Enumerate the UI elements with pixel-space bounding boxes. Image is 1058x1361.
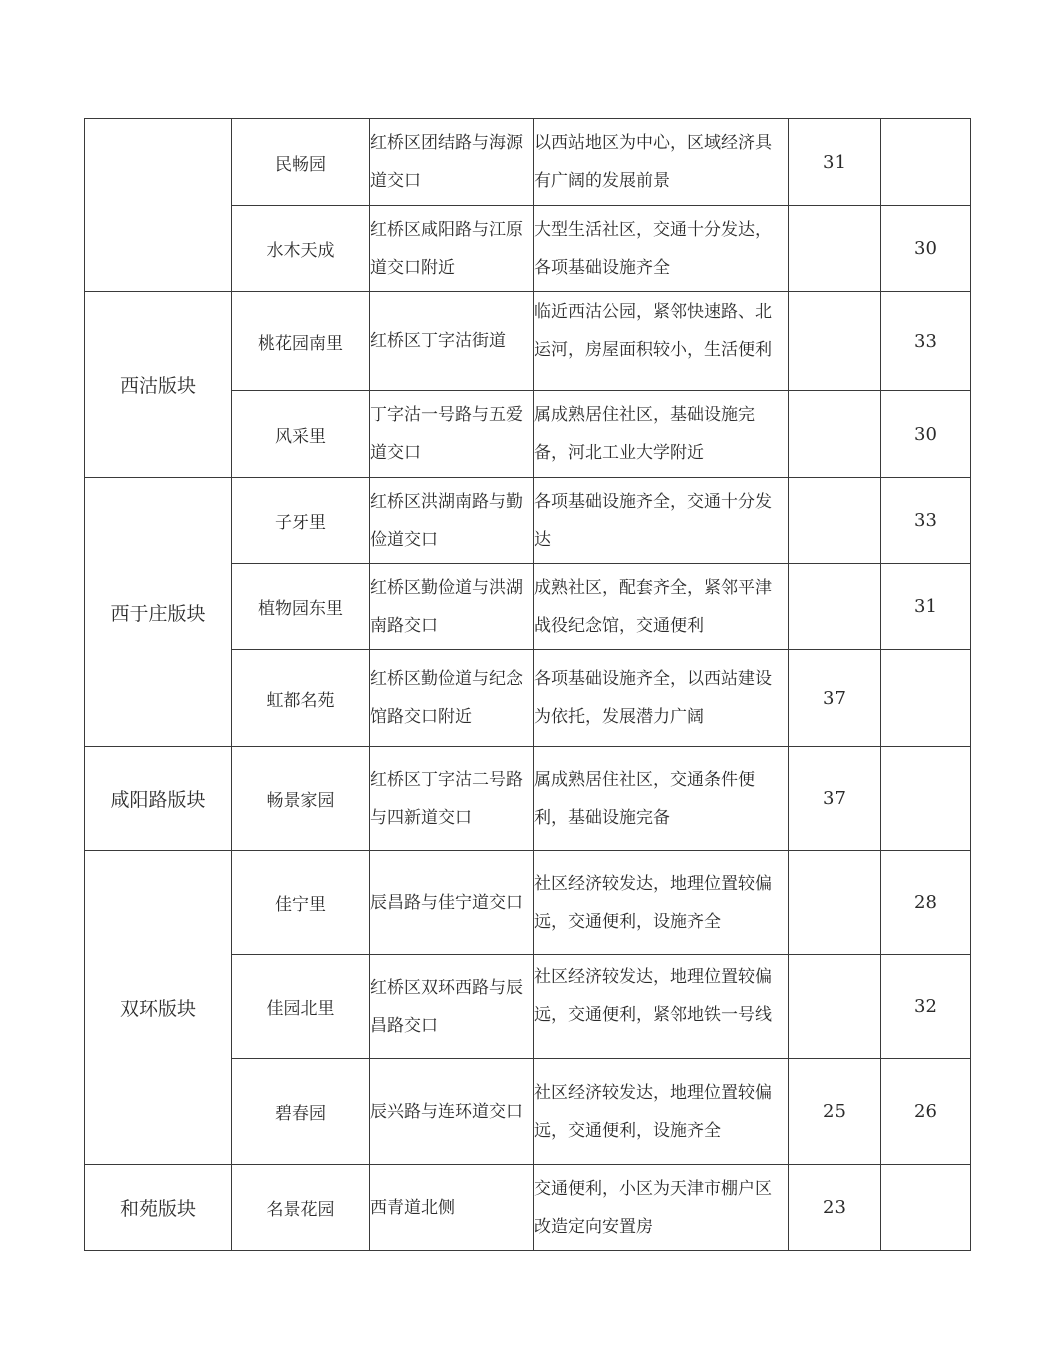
location-cell: 红桥区丁字沽街道 xyxy=(370,292,534,391)
community-name: 虹都名苑 xyxy=(232,650,370,747)
value-col5 xyxy=(789,292,881,391)
community-name: 植物园东里 xyxy=(232,564,370,650)
location-cell: 红桥区勤俭道与洪湖南路交口 xyxy=(370,564,534,650)
district-cell: 西沽版块 xyxy=(85,292,232,478)
description-cell: 社区经济较发达，地理位置较偏远，交通便利，设施齐全 xyxy=(534,1059,789,1165)
value-col6: 33 xyxy=(881,478,971,564)
description-cell xyxy=(534,292,789,391)
location-cell: 辰兴路与连环道交口 xyxy=(370,1059,534,1165)
location-cell: 西青道北侧 xyxy=(370,1165,534,1251)
location-cell: 红桥区丁字沽二号路与四新道交口 xyxy=(370,747,534,851)
table-row xyxy=(85,1165,971,1251)
description-cell: 社区经济较发达，地理位置较偏远，交通便利，设施齐全 xyxy=(534,851,789,955)
location-cell: 红桥区洪湖南路与勤俭道交口 xyxy=(370,478,534,564)
community-name: 佳园北里 xyxy=(232,955,370,1059)
description-cell: 成熟社区，配套齐全，紧邻平津战役纪念馆，交通便利 xyxy=(534,564,789,650)
location-cell: 丁字沽一号路与五爱道交口 xyxy=(370,391,534,478)
value-col6: 32 xyxy=(881,955,971,1059)
community-name: 子牙里 xyxy=(232,478,370,564)
description-cell: 各项基础设施齐全，交通十分发达 xyxy=(534,478,789,564)
description-cell: 大型生活社区，交通十分发达，各项基础设施齐全 xyxy=(534,206,789,292)
district-cell xyxy=(85,119,232,292)
value-col5 xyxy=(789,955,881,1059)
value-col6: 30 xyxy=(881,206,971,292)
community-name: 桃花园南里 xyxy=(232,292,370,391)
value-col6: 33 xyxy=(881,292,971,391)
community-name: 畅景家园 xyxy=(232,747,370,851)
value-col6: 28 xyxy=(881,851,971,955)
district-cell: 双环版块 xyxy=(85,851,232,1165)
value-col5 xyxy=(789,391,881,478)
location-cell: 红桥区勤俭道与纪念馆路交口附近 xyxy=(370,650,534,747)
table-row xyxy=(85,747,971,851)
value-col5 xyxy=(789,564,881,650)
description-cell: 以西站地区为中心，区域经济具有广阔的发展前景 xyxy=(534,119,789,206)
community-name: 风采里 xyxy=(232,391,370,478)
value-col5 xyxy=(789,478,881,564)
description-cell: 交通便利，小区为天津市棚户区改造定向安置房 xyxy=(534,1165,789,1251)
description-text: 社区经济较发达，地理位置较偏远，交通便利，紧邻地铁一号线 xyxy=(534,966,772,1025)
district-cell: 咸阳路版块 xyxy=(85,747,232,851)
value-col6 xyxy=(881,747,971,851)
location-cell: 红桥区团结路与海源道交口 xyxy=(370,119,534,206)
community-name: 碧春园 xyxy=(232,1059,370,1165)
community-name: 佳宁里 xyxy=(232,851,370,955)
table-row xyxy=(85,292,971,391)
table-row xyxy=(85,851,971,955)
location-cell: 红桥区双环西路与辰昌路交口 xyxy=(370,955,534,1059)
value-col6 xyxy=(881,650,971,747)
district-cell: 西于庄版块 xyxy=(85,478,232,747)
value-col6 xyxy=(881,119,971,206)
value-col6 xyxy=(881,1165,971,1251)
value-col5 xyxy=(789,851,881,955)
table-row xyxy=(85,119,971,206)
value-col5 xyxy=(789,206,881,292)
value-col5: 37 xyxy=(789,747,881,851)
value-col6: 31 xyxy=(881,564,971,650)
value-col5: 25 xyxy=(789,1059,881,1165)
community-name: 水木天成 xyxy=(232,206,370,292)
description-cell: 属成熟居住社区，交通条件便利，基础设施完备 xyxy=(534,747,789,851)
community-name: 名景花园 xyxy=(232,1165,370,1251)
description-cell xyxy=(534,955,789,1059)
value-col5: 31 xyxy=(789,119,881,206)
location-cell: 红桥区咸阳路与江原道交口附近 xyxy=(370,206,534,292)
value-col5: 23 xyxy=(789,1165,881,1251)
description-cell: 各项基础设施齐全，以西站建设为依托，发展潜力广阔 xyxy=(534,650,789,747)
description-cell: 属成熟居住社区，基础设施完备，河北工业大学附近 xyxy=(534,391,789,478)
location-cell: 辰昌路与佳宁道交口 xyxy=(370,851,534,955)
description-text: 临近西沽公园，紧邻快速路、北运河，房屋面积较小，生活便利 xyxy=(534,302,772,360)
community-name: 民畅园 xyxy=(232,119,370,206)
value-col6: 26 xyxy=(881,1059,971,1165)
district-cell: 和苑版块 xyxy=(85,1165,232,1251)
value-col6: 30 xyxy=(881,391,971,478)
table-row xyxy=(85,478,971,564)
housing-table xyxy=(84,118,971,1251)
value-col5: 37 xyxy=(789,650,881,747)
